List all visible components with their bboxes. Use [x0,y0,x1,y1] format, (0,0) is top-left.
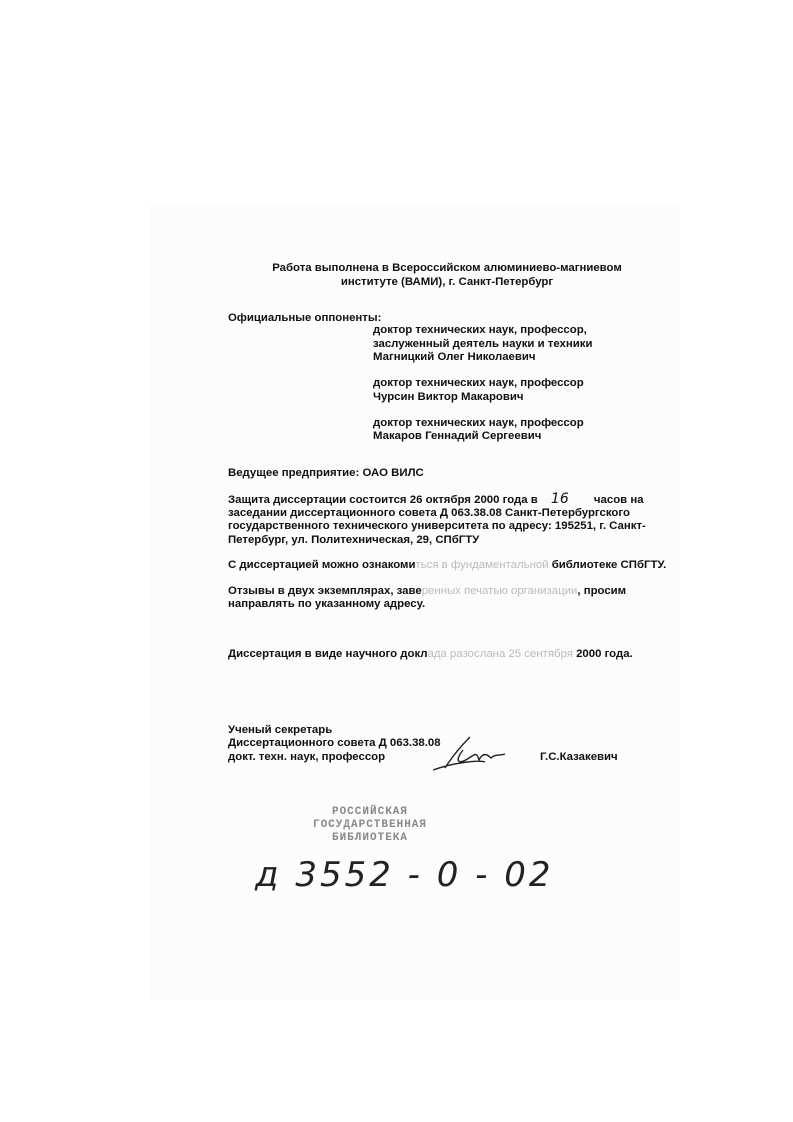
opponent-2-name: Чурсин Виктор Макарович [373,391,524,403]
distributed-line [228,648,633,662]
distributed-post: 2000 года. [572,648,633,660]
defense-line-1 [228,493,644,508]
distributed-pre: Диссертация в виде научного докл [228,648,428,660]
defense-line-4: Петербург, ул. Политехническая, 29, СПбГТУ [228,534,480,546]
reviews-line-1 [228,585,626,599]
secretary-line-1: Ученый секретарь [228,724,333,736]
header-line-2: институте (ВАМИ), г. Санкт-Петербург [340,276,554,288]
library-pre: С диссертацией можно ознакоми [228,559,416,571]
opponent-3-name: Макаров Геннадий Сергеевич [373,430,542,442]
defense-hour-handwritten: 16 [550,491,569,507]
opponent-3-line-1: доктор технических наук, профессор [373,417,584,429]
reviews-faded: ренных печатью организации [421,585,578,597]
secretary-line-2: Диссертационного совета Д 063.38.08 [228,737,441,749]
secretary-name: Г.С.Казакевич [540,751,618,763]
distributed-faded: ада разослана 25 сентября [427,648,573,660]
stamp-line-1: РОССИЙСКАЯ [331,806,408,818]
defense-line-3: государственного технического университета по адресу: 195251, г. Санкт- [228,520,646,532]
defense-line-2: заседании диссертационного совета Д 063.38.08 Санкт-Петербургского [228,507,630,519]
reviews-post: , просим [577,585,627,597]
defense-text-post: часов на [593,494,644,506]
library-faded: ться в фундаментальной [415,559,549,571]
header-line-1: Работа выполнена в Всероссийском алюминиево-магниевом [272,262,622,274]
reviews-pre: Отзывы в двух экземплярах, заве [228,585,422,597]
reviews-line-2: направлять по указанному адресу. [228,598,426,610]
opponent-1-line-1: доктор технических наук, профессор, [373,324,587,336]
defense-text-pre: Защита диссертации состоится 26 октября 2000 года в [228,494,538,506]
stamp-line-2: ГОСУДАРСТВЕННАЯ [312,819,428,831]
library-post: библиотеке СПбГТУ. [548,559,667,571]
leading-organization: Ведущее предприятие: ОАО ВИЛС [228,467,424,479]
stamp-line-3: БИБЛИОТЕКА [331,832,408,844]
opponent-1-name: Магницкий Олег Николаевич [373,351,536,363]
library-stamp [290,806,450,845]
catalog-number-handwritten: д 3552 - 0 - 02 [255,855,554,895]
signature [425,732,525,777]
opponents-label: Официальные оппоненты: [228,312,382,324]
opponent-1-line-2: заслуженный деятель науки и техники [373,338,593,350]
opponent-2-line-1: доктор технических наук, профессор [373,377,584,389]
secretary-line-3: докт. техн. наук, профессор [228,751,386,763]
library-line [228,559,666,573]
